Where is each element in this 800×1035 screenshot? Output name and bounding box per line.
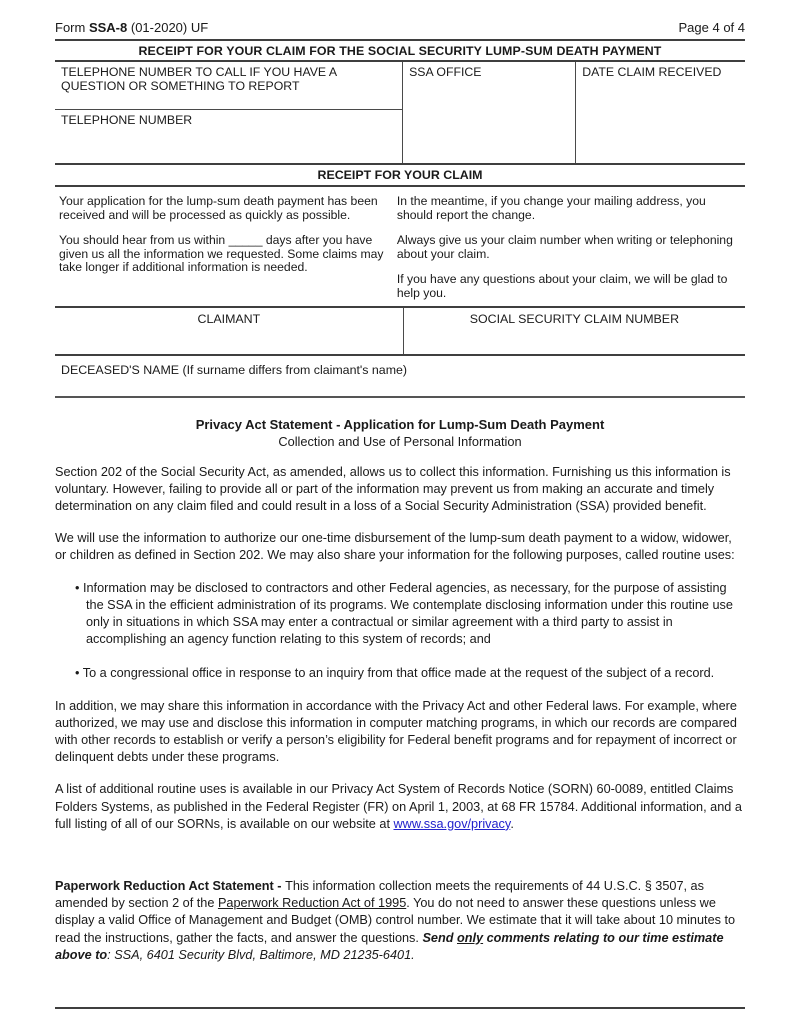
receipt-section-title: RECEIPT FOR YOUR CLAIM xyxy=(317,168,483,182)
only-emphasis: only xyxy=(457,930,484,945)
sorn-text-end: . xyxy=(510,816,514,831)
page-number: Page 4 of 4 xyxy=(678,20,745,35)
privacy-statement-title: Privacy Act Statement - Application for Lump-Sum Death Payment xyxy=(195,416,605,432)
ssa-office-label: SSA OFFICE xyxy=(409,65,482,79)
receipt-left-column xyxy=(59,195,387,301)
privacy-paragraph-3: In addition, we may share this information in accordance with the Privacy Act and other Federal laws. For example, where authorized, we may use and disclose this information in computer matching programs, in which our records are compared with other records to establish or verify a person’s eligibility for Federal benefit programs and for repayment of incorrect or delinquent debts under these programs. xyxy=(55,698,737,765)
receipt-text-columns xyxy=(55,187,745,306)
claim-number-field[interactable] xyxy=(403,308,745,354)
send-comments-emphasis: Send xyxy=(422,930,457,945)
date-claim-received-field[interactable] xyxy=(575,62,745,163)
sorn-text: A list of additional routine uses is available in our Privacy Act System of Records Notice (SORN) 60-0089, entitled Claims Folders Systems, as published in the Federal Register (FR) on April 1, 2003, at 68 FR 15784. Additional information, and a full listing of all of our SORNs, is available on our website at xyxy=(55,782,742,831)
date-claim-received-label: DATE CLAIM RECEIVED xyxy=(582,65,722,79)
privacy-paragraph-4 xyxy=(55,781,745,833)
contact-table xyxy=(55,60,745,165)
comments-emphasis: comments relating to our time estimate above to xyxy=(55,930,724,962)
receipt-paragraph: Always give us your claim number when writing or telephoning about your claim. xyxy=(396,233,733,261)
receipt-paragraph: If you have any questions about your claim, we will be glad to help you. xyxy=(396,272,728,300)
ssa-office-field[interactable] xyxy=(402,62,575,163)
privacy-statement-subtitle: Collection and Use of Personal Information xyxy=(278,433,522,449)
telephone-column xyxy=(55,62,402,163)
receipt-paragraph: You should hear from us within _____ days after you have given us all the information we requested. Some claims may take longer if additional information is needed. xyxy=(59,233,384,275)
form-id-suffix: (01-2020) UF xyxy=(127,20,209,35)
deceased-name-label: DECEASED'S NAME (If surname differs from claimant's name) xyxy=(61,362,408,377)
ssa-privacy-link[interactable]: www.ssa.gov/privacy xyxy=(393,816,511,831)
receipt-paragraph: In the meantime, if you change your mailing address, you should report the change. xyxy=(396,194,706,222)
paperwork-reduction-statement xyxy=(55,878,745,964)
ssa-address: : SSA, 6401 Security Blvd, Baltimore, MD 21235-6401. xyxy=(107,947,415,962)
telephone-question-label: TELEPHONE NUMBER TO CALL IF YOU HAVE A QUESTION OR SOMETHING TO REPORT xyxy=(61,65,337,93)
privacy-paragraph-2: We will use the information to authorize our one-time disbursement of the lump-sum death payment to a widow, widower, or children as defined in Section 202. We may also share your information for the following purposes, called routine uses: xyxy=(55,531,735,563)
paperwork-text-b: . You do not need to answer these questions unless we display a valid Office of Management and Budget (OMB) control number. We estimate that it will take about 10 minutes to read the instructions, gather the facts, and answer the questions. xyxy=(55,896,736,945)
paperwork-text-a: This information collection meets the requirements of 44 U.S.C. § 3507, as amended by section 2 of the xyxy=(55,879,704,911)
receipt-paragraph: Your application for the lump-sum death payment has been received and will be processed as quickly as possible. xyxy=(59,194,378,222)
telephone-number-label: TELEPHONE NUMBER xyxy=(61,113,193,127)
claimant-table xyxy=(55,306,745,356)
telephone-number-field[interactable] xyxy=(55,110,402,163)
routine-use-item: • Information may be disclosed to contractors and other Federal agencies, as necessary, for the purpose of assisting the SSA in the efficient administration of its programs. We contemplate disclosing information under this routine use only in situations in which SSA may enter a contractual or similar agreement with a third party to assist in accomplishing an agency function relating to this system of records; and xyxy=(75,580,745,649)
claim-number-label: SOCIAL SECURITY CLAIM NUMBER xyxy=(469,311,680,326)
paperwork-statement-label: Paperwork Reduction Act Statement - xyxy=(55,879,286,894)
routine-uses-list xyxy=(55,580,745,683)
claimant-field[interactable] xyxy=(55,308,403,354)
privacy-paragraph-1: Section 202 of the Social Security Act, as amended, allows us to collect this information. Furnishing us this information is voluntary. However, failing to provide all or part of the information may prevent us from making an accurate and timely determination on any claim filed and could result in a loss of a Social Security Administration (SSA) provided benefit. xyxy=(55,464,731,513)
document-header xyxy=(55,0,745,35)
paperwork-act-reference: Paperwork Reduction Act of 1995 xyxy=(217,896,407,911)
form-id-prefix: Form xyxy=(55,20,89,35)
privacy-statement-body xyxy=(55,464,745,833)
form-id xyxy=(55,20,208,35)
routine-use-item: • To a congressional office in response to an inquiry from that office made at the request of the subject of a record. xyxy=(75,665,745,682)
form-number: SSA-8 xyxy=(88,20,128,35)
receipt-banner-title: RECEIPT FOR YOUR CLAIM FOR THE SOCIAL SECURITY LUMP-SUM DEATH PAYMENT xyxy=(138,44,662,58)
receipt-right-column xyxy=(397,195,745,301)
page-bottom-rule xyxy=(55,1007,745,1009)
telephone-question-cell[interactable] xyxy=(55,62,402,110)
claimant-label: CLAIMANT xyxy=(197,311,261,326)
form-content xyxy=(55,0,745,964)
deceased-name-field[interactable] xyxy=(55,356,745,398)
